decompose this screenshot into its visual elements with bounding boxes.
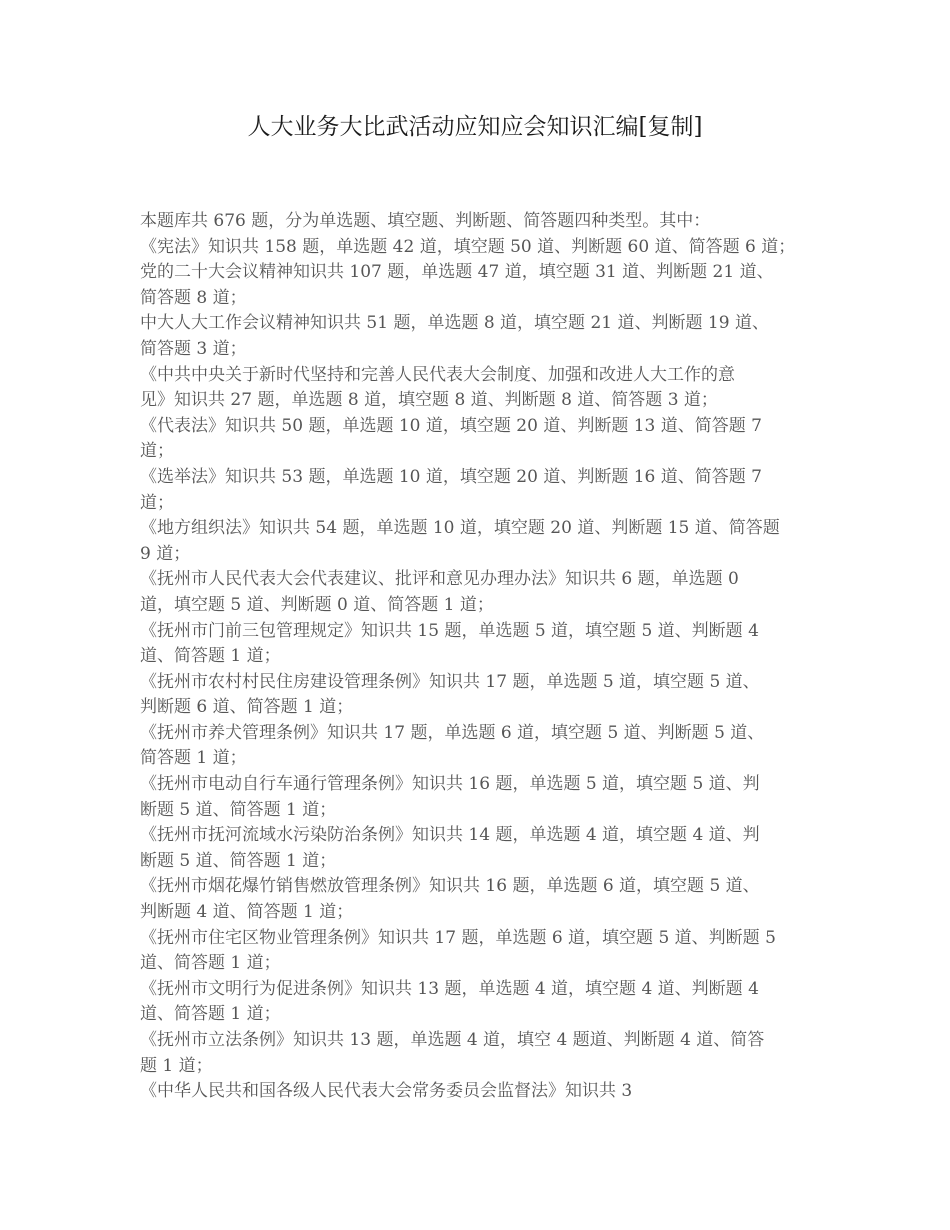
text-line: 《抚州市人民代表大会代表建议、批评和意见办理办法》知识共 6 题，单选题 0 bbox=[140, 569, 739, 590]
text-line: 判断题 6 道、简答题 1 道； bbox=[140, 697, 354, 718]
text-line: 《抚州市住宅区物业管理条例》知识共 17 题，单选题 6 道，填空题 5 道、判断题 5 bbox=[140, 927, 776, 948]
text-line: 《抚州市抚河流域水污染防治条例》知识共 14 题，单选题 4 道，填空题 4 道、判 bbox=[140, 825, 760, 846]
text-line: 道、简答题 1 道； bbox=[140, 1004, 281, 1025]
text-line: 《抚州市门前三包管理规定》知识共 15 题，单选题 5 道，填空题 5 道、判断题 4 bbox=[140, 620, 759, 641]
text-line: 道、简答题 1 道； bbox=[140, 646, 281, 667]
text-line: 见》知识共 27 题，单选题 8 道，填空题 8 道、判断题 8 道、简答题 3 道； bbox=[140, 390, 718, 411]
text-line: 中大人大工作会议精神知识共 51 题，单选题 8 道，填空题 21 道、判断题 19 道、 bbox=[140, 313, 769, 334]
text-line: 道，填空题 5 道、判断题 0 道、简答题 1 道； bbox=[140, 594, 494, 615]
text-line: 《代表法》知识共 50 题，单选题 10 道，填空题 20 道、判断题 13 道、简答题 7 bbox=[140, 415, 762, 436]
text-line: 《抚州市农村村民住房建设管理条例》知识共 17 题，单选题 5 道，填空题 5 道、 bbox=[140, 671, 760, 692]
text-line: 《抚州市养犬管理条例》知识共 17 题，单选题 6 道，填空题 5 道、判断题 5 道、 bbox=[140, 722, 765, 743]
text-line: 题 1 道； bbox=[140, 1055, 213, 1076]
text-line: 断题 5 道、简答题 1 道； bbox=[140, 850, 337, 871]
text-line: 《中华人民共和国各级人民代表大会常务委员会监督法》知识共 3 bbox=[140, 1081, 633, 1102]
text-line: 《抚州市立法条例》知识共 13 题，单选题 4 道，填空 4 题道、判断题 4 道、简答 bbox=[140, 1030, 765, 1050]
text-line: 简答题 3 道； bbox=[140, 338, 247, 359]
text-line: 道； bbox=[140, 441, 174, 462]
text-line: 断题 5 道、简答题 1 道； bbox=[140, 799, 337, 820]
text-line: 本题库共 676 题，分为单选题、填空题、判断题、简答题四种类型。其中： bbox=[140, 211, 711, 231]
text-line: 《抚州市烟花爆竹销售燃放管理条例》知识共 16 题，单选题 6 道，填空题 5 道、 bbox=[140, 876, 760, 897]
document-body bbox=[140, 209, 812, 1105]
text-line: 党的二十大会议精神知识共 107 题，单选题 47 道，填空题 31 道、判断题 21 道、 bbox=[140, 262, 774, 283]
text-line: 《抚州市文明行为促进条例》知识共 13 题，单选题 4 道，填空题 4 道、判断题 4 bbox=[140, 978, 759, 999]
text-line: 《中共中央关于新时代坚持和完善人民代表大会制度、加强和改进人大工作的意 bbox=[140, 364, 735, 385]
text-line: 简答题 1 道； bbox=[140, 748, 247, 769]
text-line: 判断题 4 道、简答题 1 道； bbox=[140, 902, 354, 923]
document-title: 人大业务大比武活动应知应会知识汇编[复制] bbox=[247, 114, 703, 140]
text-line: 《抚州市电动自行车通行管理条例》知识共 16 题，单选题 5 道，填空题 5 道、判 bbox=[140, 774, 760, 795]
text-line: 《地方组织法》知识共 54 题，单选题 10 道，填空题 20 道、判断题 15 道、简答题 bbox=[140, 518, 780, 539]
text-line: 简答题 8 道； bbox=[140, 287, 247, 308]
text-line: 道、简答题 1 道； bbox=[140, 953, 281, 974]
text-line: 道； bbox=[140, 492, 174, 513]
text-line: 9 道； bbox=[140, 543, 191, 564]
text-line: 《选举法》知识共 53 题，单选题 10 道，填空题 20 道、判断题 16 道、简答题 7 bbox=[140, 466, 762, 487]
text-line: 《宪法》知识共 158 题，单选题 42 道，填空题 50 道、判断题 60 道、简答题 6 道； bbox=[140, 236, 796, 257]
